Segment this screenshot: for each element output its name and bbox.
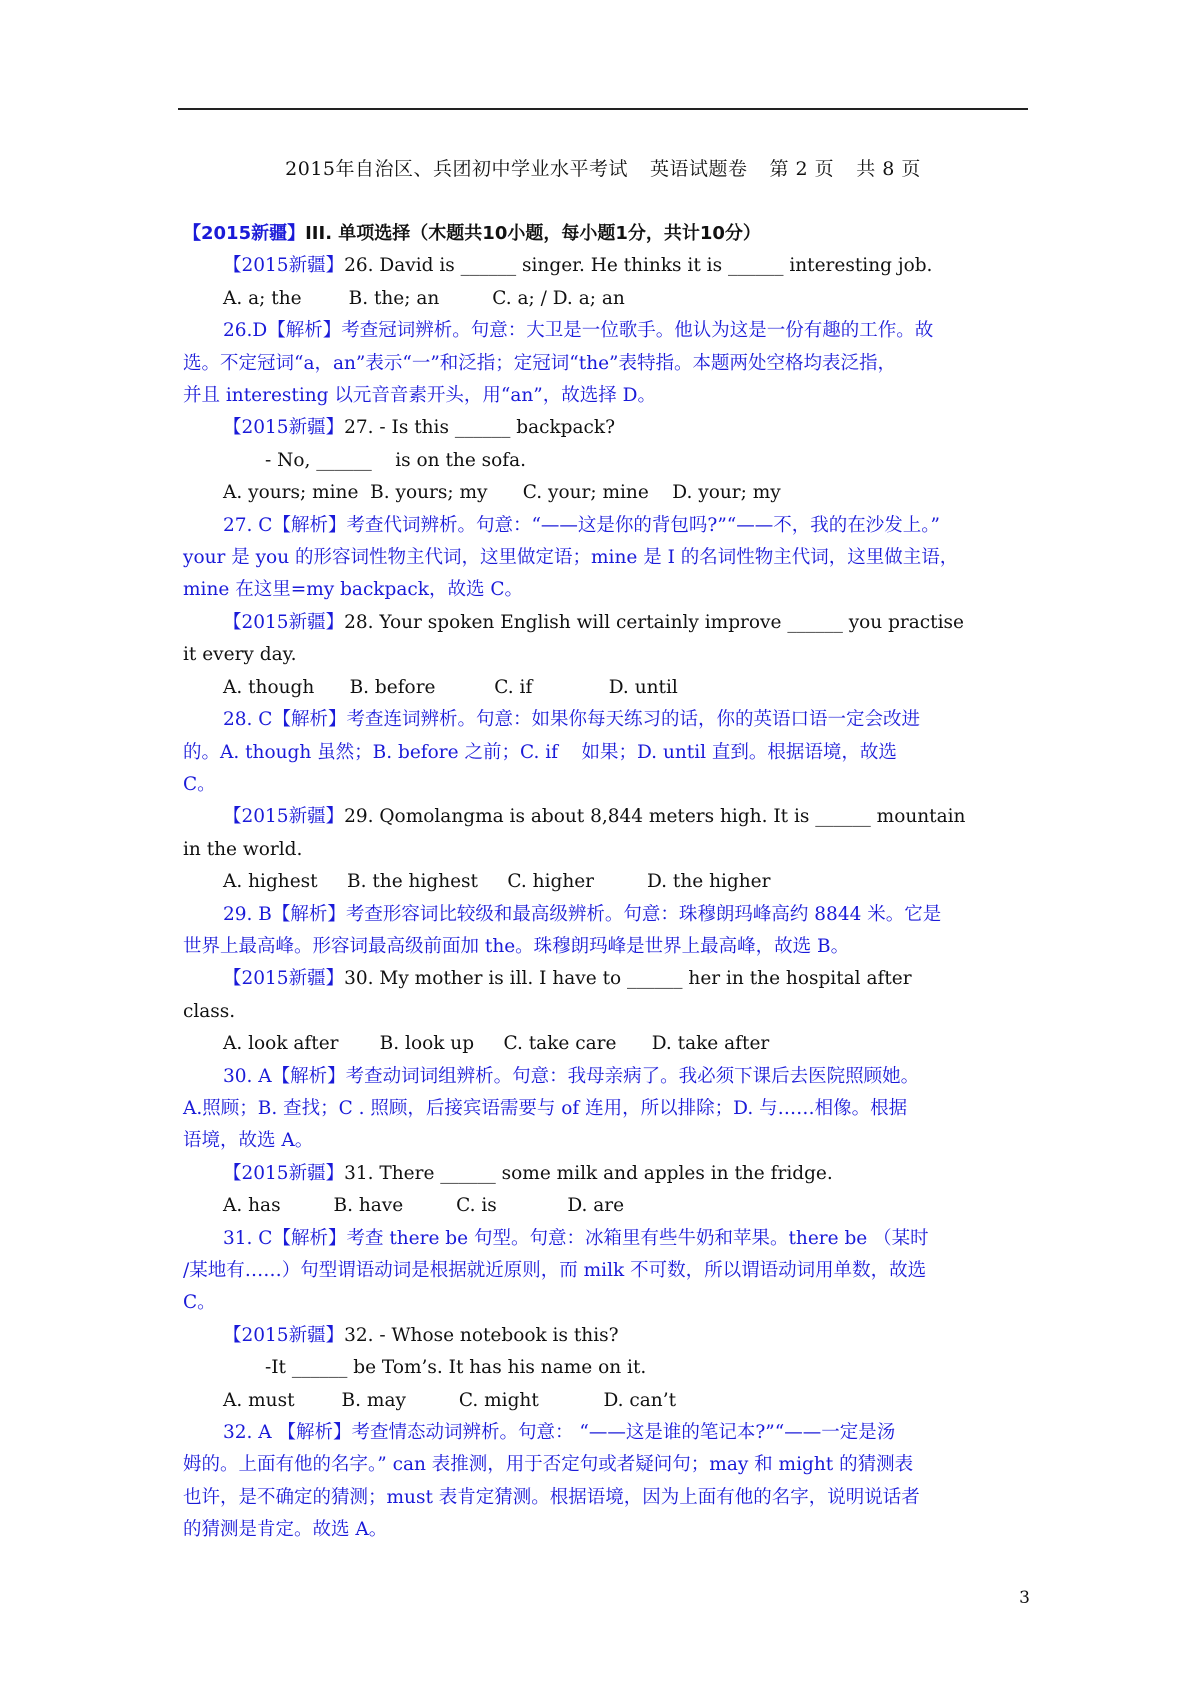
text-line (183, 834, 1025, 866)
line-text: 32. A 【解析】考查情态动词辨析。句意： “——这是谁的笔记本?”“——一定是汤 (223, 1422, 896, 1444)
analysis-line (183, 1482, 1025, 1514)
analysis-line (183, 931, 1025, 963)
analysis-line (183, 1417, 1025, 1449)
line-text: 选。不定冠词“a，an”表示“一”和泛指；定冠词“the”表特指。本题两处空格均表泛指， (183, 352, 897, 374)
line-text: 26. David is ______ singer. He thinks it is ______ interesting job. (344, 255, 933, 277)
line-text: mine 在这里=my backpack，故选 C。 (183, 579, 524, 601)
line-text: 26.D【解析】考查冠词辨析。句意：大卫是一位歌手。他认为这是一份有趣的工作。故 (223, 320, 934, 342)
source-tag: 【2015新疆】 (223, 417, 345, 439)
line-text: C。 (183, 773, 216, 795)
line-text: 姆的。上面有他的名字。” can 表推测，用于否定句或者疑问句；may 和 might 的猜测表 (183, 1454, 914, 1476)
page-number: 3 (1019, 1588, 1030, 1608)
question-line (183, 412, 1025, 444)
line-text: A.照顾；B. 查找；C . 照顾，后接宾语需要与 of 连用，所以排除；D. 与……相像。根据 (183, 1097, 908, 1119)
analysis-line (183, 1514, 1025, 1546)
text-line (183, 996, 1025, 1028)
paper-name: 英语试题卷 (650, 158, 748, 180)
line-text: A. look after B. look up C. take care D. take after (223, 1033, 770, 1055)
line-text: 并且 interesting 以元音音素开头，用“an”，故选择 D。 (183, 385, 656, 407)
page-total: 共 8 页 (856, 158, 921, 180)
options-line (183, 1385, 1025, 1417)
line-text: in the world. (183, 838, 303, 860)
line-text: 28. Your spoken English will certainly improve ______ you practise (344, 611, 964, 633)
question-list (183, 250, 1025, 1546)
header-rule (178, 108, 1028, 110)
analysis-line (183, 1223, 1025, 1255)
analysis-line (183, 704, 1025, 736)
line-text: /某地有……）句型谓语动词是根据就近原则，而 milk 不可数，所以谓语动词用单数，故选 (183, 1260, 927, 1281)
source-tag: 【2015新疆】 (223, 1162, 345, 1184)
section-heading (183, 218, 1025, 250)
line-text: A. must B. may C. might D. can’t (223, 1389, 677, 1411)
line-text: class. (183, 1000, 236, 1022)
line-text: 32. - Whose notebook is this? (344, 1324, 619, 1346)
line-text: 27. C【解析】考查代词辨析。句意：“——这是你的背包吗?”“——不，我的在沙发上。” (223, 514, 940, 536)
line-text: A. has B. have C. is D. are (223, 1195, 625, 1217)
page-indicator: 第 2 页 (769, 158, 835, 180)
exam-title: 2015年自治区、兵团初中学业水平考试 (285, 158, 628, 180)
line-text: A. highest B. the highest C. higher D. the higher (223, 871, 771, 893)
source-tag: 【2015新疆】 (223, 1324, 345, 1346)
analysis-line (183, 542, 1025, 574)
line-text: 的。A. though 虽然；B. before 之前；C. if 如果；D. until 直到。根据语境，故选 (183, 741, 897, 763)
page-header (178, 154, 1028, 181)
text-line (183, 1352, 1025, 1384)
line-text: 世界上最高峰。形容词最高级前面加 the。珠穆朗玛峰是世界上最高峰，故选 B。 (183, 935, 850, 957)
document-body (183, 218, 1025, 1547)
analysis-line (183, 380, 1025, 412)
options-line (183, 283, 1025, 315)
line-text: 27. - Is this ______ backpack? (344, 417, 616, 439)
line-text: 30. A【解析】考查动词词组辨析。句意：我母亲病了。我必须下课后去医院照顾她。 (223, 1065, 920, 1087)
analysis-line (183, 315, 1025, 347)
line-text: 29. B【解析】考查形容词比较级和最高级辨析。句意：珠穆朗玛峰高约 8844 米。它是 (223, 903, 942, 925)
text-line (183, 639, 1025, 671)
analysis-line (183, 1093, 1025, 1125)
text-line (183, 445, 1025, 477)
question-line (183, 607, 1025, 639)
analysis-line (183, 1287, 1025, 1319)
analysis-line (183, 899, 1025, 931)
line-text: 29. Qomolangma is about 8,844 meters high. It is ______ mountain (344, 806, 966, 828)
options-line (183, 1190, 1025, 1222)
source-tag: 【2015新疆】 (223, 806, 345, 828)
line-text: A. though B. before C. if D. until (223, 676, 678, 698)
options-line (183, 1028, 1025, 1060)
analysis-line (183, 1125, 1025, 1157)
line-text: A. yours; mine B. yours; my C. your; mine D. your; my (223, 482, 781, 504)
analysis-line (183, 574, 1025, 606)
analysis-line (183, 1061, 1025, 1093)
line-text: C。 (183, 1292, 216, 1314)
line-text: -It ______ be Tom’s. It has his name on it. (265, 1357, 647, 1379)
line-text: 30. My mother is ill. I have to ______ her in the hospital after (344, 968, 912, 990)
analysis-line (183, 510, 1025, 542)
analysis-line (183, 1449, 1025, 1481)
line-text: A. a; the B. the; an C. a; / D. a; an (223, 287, 625, 309)
line-text: 的猜测是肯定。故选 A。 (183, 1519, 388, 1541)
analysis-line (183, 348, 1025, 380)
analysis-line (183, 737, 1025, 769)
line-text: 31. C【解析】考查 there be 句型。句意：冰箱里有些牛奶和苹果。there be （某时 (223, 1227, 929, 1249)
line-text: 28. C【解析】考查连词辨析。句意：如果你每天练习的话，你的英语口语一定会改进 (223, 709, 920, 731)
line-text: it every day. (183, 644, 297, 666)
source-tag: 【2015新疆】 (223, 968, 345, 990)
question-line (183, 250, 1025, 282)
line-text: 也许，是不确定的猜测；must 表肯定猜测。根据语境，因为上面有他的名字，说明说话者 (183, 1486, 920, 1508)
options-line (183, 477, 1025, 509)
question-line (183, 1320, 1025, 1352)
line-text: 语境，故选 A。 (183, 1130, 314, 1152)
line-text: 31. There ______ some milk and apples in the fridge. (344, 1162, 833, 1184)
question-line (183, 963, 1025, 995)
analysis-line (183, 1255, 1025, 1287)
section-title: III. 单项选择（木题共10小题，每小题1分，共计10分） (305, 223, 761, 244)
source-tag: 【2015新疆】 (183, 223, 306, 244)
options-line (183, 672, 1025, 704)
source-tag: 【2015新疆】 (223, 255, 345, 277)
options-line (183, 866, 1025, 898)
question-line (183, 1158, 1025, 1190)
question-line (183, 801, 1025, 833)
line-text: - No, ______ is on the sofa. (265, 449, 527, 471)
source-tag: 【2015新疆】 (223, 611, 345, 633)
line-text: your 是 you 的形容词性物主代词，这里做定语；mine 是 I 的名词性物主代词，这里做主语， (183, 547, 959, 569)
analysis-line (183, 769, 1025, 801)
